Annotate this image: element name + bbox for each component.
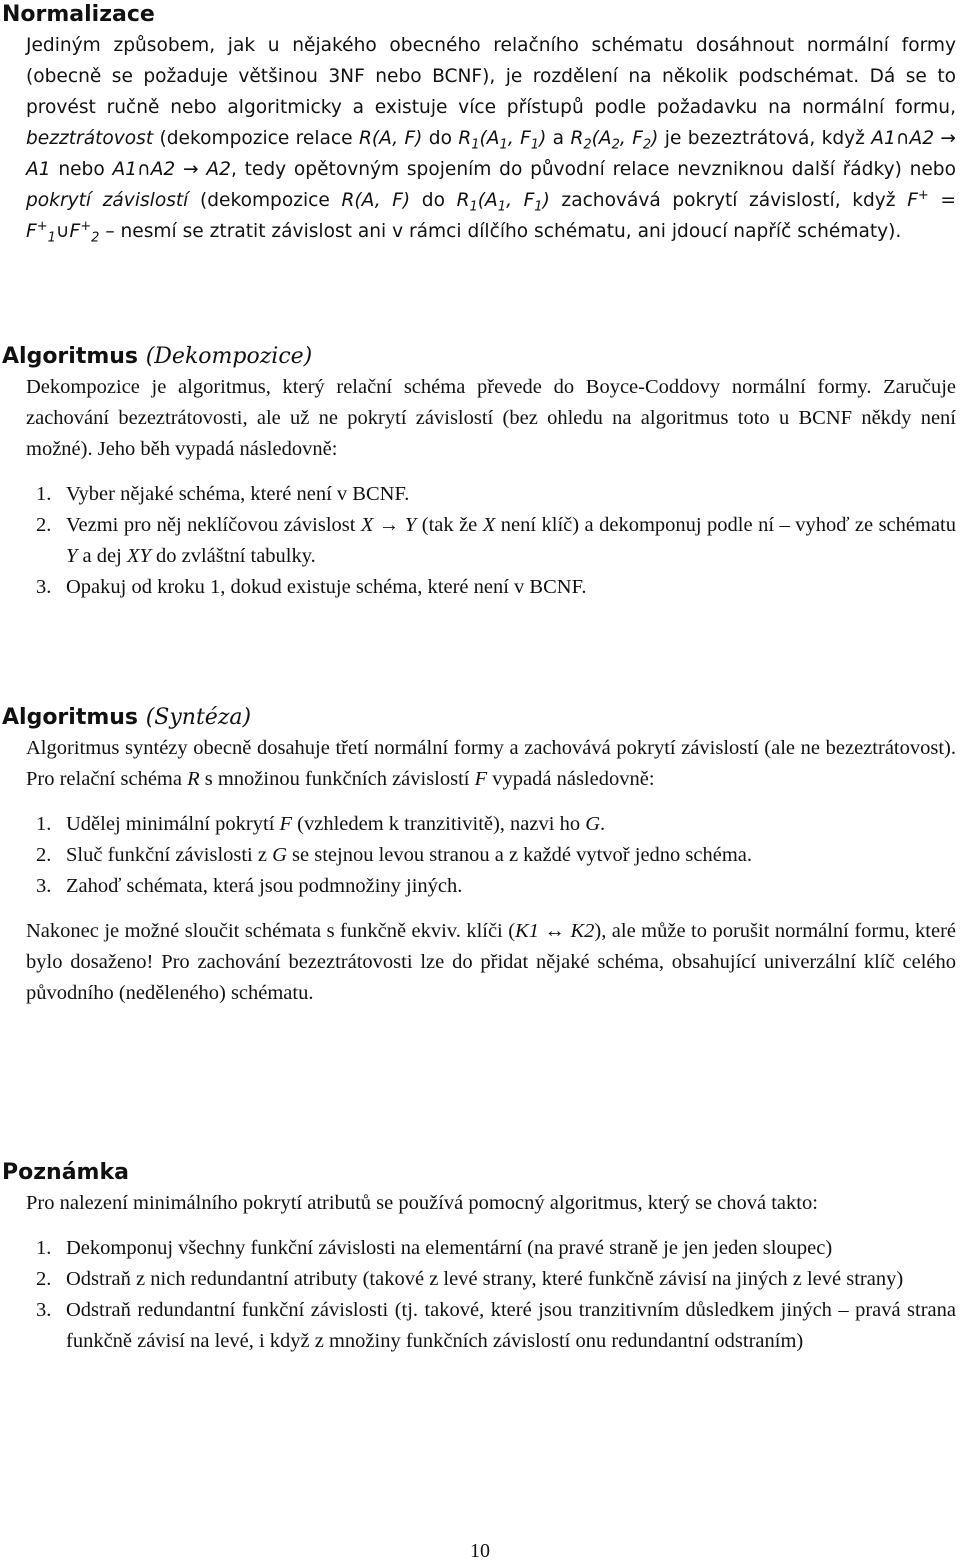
list-item: 2. Vezmi pro něj neklíčovou závislost X → Y (tak že X není klíč) a dekomponuj podle ní – vyhoď ze schématu Y a dej XY do zvláštní tabulky.: [36, 514, 956, 567]
synteza-outro: Nakonec je možné sloučit schémata s funkčně ekviv. klíči (K1 ↔ K2), ale může to porušit normální formu, které bylo dosaženo! Pro zachování bezeztrátovosti lze do přidat nějaké schéma, obsahující univerzální klíč celého původního (neděleného) schématu.: [26, 920, 957, 1004]
list-item: 3. Zahoď schémata, která jsou podmnožiny jiných.: [36, 875, 463, 897]
list-item: 2. Sluč funkční závislosti z G se stejnou levou stranou a z každé vytvoř jedno schéma.: [36, 844, 753, 866]
section-heading-synteza: Algoritmus (Syntéza): [2, 705, 252, 730]
dekompozice-intro: Dekompozice je algoritmus, který relační schéma převede do Boyce-Coddovy normální formy. Zaručuje zachování bezeztrátovosti, ale už ne pokrytí závislostí (bez ohledu na algoritmus toto u BCNF někdy není možné). Jeho běh vypadá následovně:: [26, 376, 956, 460]
list-item: 3. Odstraň redundantní funkční závislosti (tj. takové, které jsou tranzitivním důsledkem jiných – pravá strana funkčně závisí na levé, i když z množiny funkčních závislostí onu redundantní odstraním): [36, 1299, 956, 1352]
section-normalizace: [2, 0, 956, 247]
list-item: 3. Opakuj od kroku 1, dokud existuje schéma, které není v BCNF.: [36, 576, 587, 598]
poznamka-steps: [2, 1233, 956, 1357]
section-heading-normalizace: Normalizace: [2, 2, 155, 27]
list-item: 1. Vyber nějaké schéma, které není v BCNF.: [36, 483, 410, 505]
dekompozice-steps: [2, 479, 956, 603]
section-poznamka: [2, 1158, 956, 1357]
normalizace-paragraph: Jediným způsobem, jak u nějakého obecného relačního schématu dosáhnout normální formy (obecně se požaduje většinou 3NF nebo BCNF), je rozdělení na několik podschémat. Dá se to provést ručně nebo algoritmicky a existuje více přístupů podle požadavku na normální formu, bezztrátovost (dekompozice relace R(A, F) do $R_1(A_1$, $F_1$) a $R_2(A_2$, $F_2$) je bezeztrátová, když A1∩A2 → A1 nebo A1∩A2 → A2, tedy opětovným spojením do původní relace nevzniknou další řádky) nebo pokrytí závislostí (dekompozice R(A, F) do $R_1(A_1$, $F_1$) zachovává pokrytí závislostí, když $F^+ = F^+_1\cup F^+_2$ – nesmí se ztratit závislost ani v rámci dílčího schématu, ani jdoucí napříč schématy).: [26, 35, 956, 246]
section-heading-poznamka: Poznámka: [2, 1160, 129, 1185]
synteza-steps: [2, 809, 956, 902]
page-number: 10: [470, 1540, 490, 1562]
list-item: 1. Dekomponuj všechny funkční závislosti na elementární (na pravé straně je jen jeden sloupec): [36, 1237, 833, 1259]
section-dekompozice: [2, 342, 956, 603]
list-item: 1. Udělej minimální pokrytí F (vzhledem k tranzitivitě), nazvi ho G.: [36, 813, 606, 835]
synteza-intro: Algoritmus syntézy obecně dosahuje třetí normální formy a zachovává pokrytí závislostí (ale ne bezeztrátovost). Pro relační schéma R s množinou funkčních závislostí F vypadá následovně:: [26, 737, 956, 790]
section-synteza: [2, 703, 956, 1009]
list-item: 2. Odstraň z nich redundantní atributy (takové z levé strany, které funkčně závisí na jiných z levé strany): [36, 1268, 904, 1290]
section-heading-dekompozice: Algoritmus (Dekompozice): [2, 344, 313, 369]
poznamka-intro: Pro nalezení minimálního pokrytí atributů se používá pomocný algoritmus, který se chová takto:: [26, 1192, 818, 1214]
